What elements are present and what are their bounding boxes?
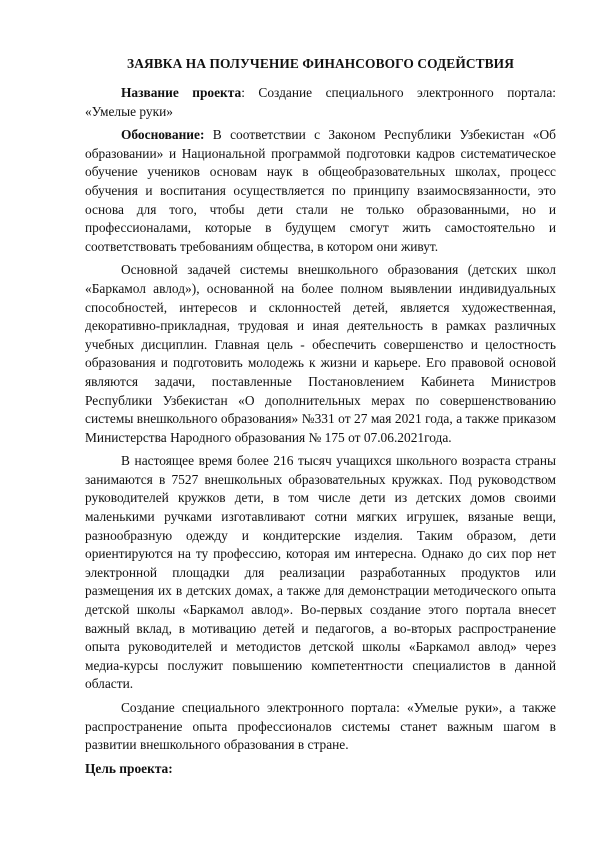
body-paragraph-2: В настоящее время более 216 тысяч учащихся школьного возраста страны занимаются в 7527 внешкольных образовательных кружках. Под руководством руководителей кружков дети, в том числе дети из детских домов своими маленькими ручками изготавливают сотни мягких игрушек, вязаные вещи, разнообразную одежду и кондитерские изделия. Таким образом, дети ориентируются на ту профессию, которая им интересна. Однако до сих пор нет электронной площадки для реализации разработанных продуктов или размещения их в детских домах, а также для демонстрации методического опыта детской школы «Баркамол авлод». Во-первых создание этого портала внесет важный вклад, в мотивацию детей и педагогов, а во-вторых распространение опыта руководителей и методистов детской школы «Баркамол авлод» через медиа-курсы послужит повышению компетентности специалистов в данной области.	[85, 453, 556, 692]
project-name-paragraph	[85, 84, 556, 121]
project-name-separator: :	[241, 85, 259, 100]
body-paragraph-1: Основной задачей системы внешкольного образования (детских школ «Баркамол авлод»), основанной на более полном выявлении индивидуальных способностей, интересов и склонностей детей, является художественная, декоративно-прикладная, трудовая и иная деятельность в рамках различных учебных дисциплин. Главная цель - обеспечить совершенство и целостность образования и подготовить молодежь к жизни и карьере. Его правовой основой являются задачи, поставленные Постановлением Кабинета Министров Республики Узбекистан «О дополнительных мерах по совершенствованию системы внешкольного образования» №331 от 27 мая 2021 года, а также приказом Министерства Народного образования № 175 от 07.06.2021года.	[85, 262, 556, 445]
body-paragraph-3: Создание специального электронного портала: «Умелые руки», а также распространение опыта профессионалов системы станет важным шагом в развитии внешкольного образования в стране.	[85, 700, 556, 753]
goal-heading: Цель проекта:	[85, 760, 173, 776]
project-name-value: Создание специального электронного портала: «Умелые руки»	[85, 85, 557, 119]
justification-label: Обоснование:	[121, 127, 205, 143]
justification-text: В соответствии с Законом Республики Узбекистан «Об образовании» и Национальной программой подготовки кадров систематическое обучение учеников основам наук в общеобразовательных школах, процесс обучения и воспитания осуществляется по принципу взаимосвязанности, это основа для того, чтобы дети стали не только образованными, но и профессионалами, которые в будущем смогут жить самостоятельно и соответствовать требованиям общества, в котором они живут.	[85, 127, 556, 254]
document-title: ЗАЯВКА НА ПОЛУЧЕНИЕ ФИНАНСОВОГО СОДЕЙСТВИЯ	[127, 56, 514, 71]
project-name-label: Название проекта	[121, 85, 242, 100]
justification-paragraph	[85, 126, 556, 256]
